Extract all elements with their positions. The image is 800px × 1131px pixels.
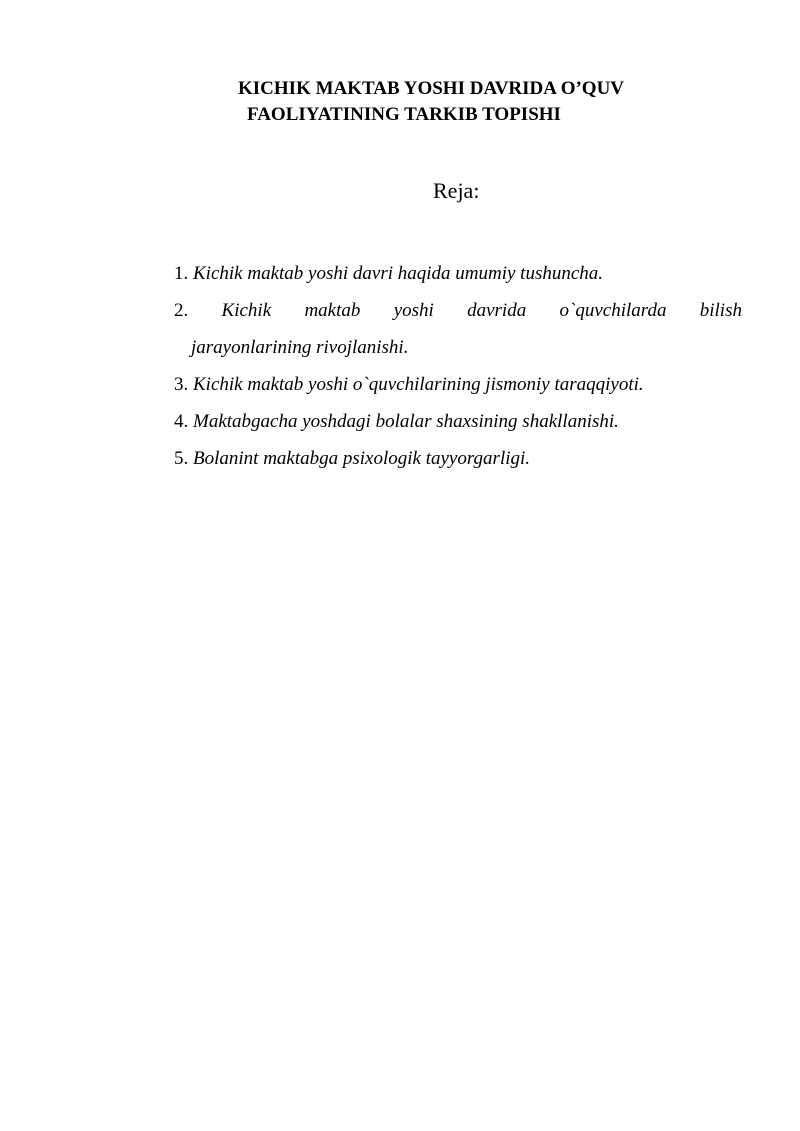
plan-item-5	[174, 440, 742, 477]
plan-heading: Reja:	[433, 178, 480, 203]
plan-item-number: 4.	[174, 411, 189, 432]
plan-item-2-continuation: jarayonlarining rivojlanishi.	[191, 337, 409, 358]
document-title-line-1: KICHIK MAKTAB YOSHI DAVRIDA O’QUV	[238, 78, 625, 99]
plan-item-number: 1.	[174, 263, 189, 284]
plan-item-text: Bolanint maktabga psixologik tayyorgarligi.	[193, 448, 531, 469]
plan-item-word: bilish	[699, 300, 742, 321]
plan-item-number: 3.	[174, 374, 189, 395]
plan-item-1	[174, 255, 742, 292]
plan-item-3	[174, 366, 742, 403]
plan-item-2	[174, 292, 742, 366]
plan-item-4	[174, 403, 742, 440]
plan-item-word: Kichik	[221, 300, 272, 321]
plan-item-text: Kichik maktab yoshi o`quvchilarining jismoniy taraqqiyoti.	[193, 374, 644, 395]
plan-list	[174, 255, 742, 477]
plan-item-word: maktab	[304, 300, 361, 321]
plan-item-2-first-line	[174, 292, 742, 329]
plan-item-word: o`quvchilarda	[559, 300, 667, 321]
plan-item-number: 5.	[174, 448, 189, 469]
plan-item-word: yoshi	[393, 300, 434, 321]
document-title-line-2: FAOLIYATINING TARKIB TOPISHI	[247, 104, 561, 125]
plan-item-number: 2.	[174, 300, 189, 321]
plan-item-text: Kichik maktab yoshi davri haqida umumiy tushuncha.	[193, 263, 604, 284]
plan-item-word: davrida	[467, 300, 527, 321]
plan-item-text: Maktabgacha yoshdagi bolalar shaxsining shakllanishi.	[193, 411, 619, 432]
